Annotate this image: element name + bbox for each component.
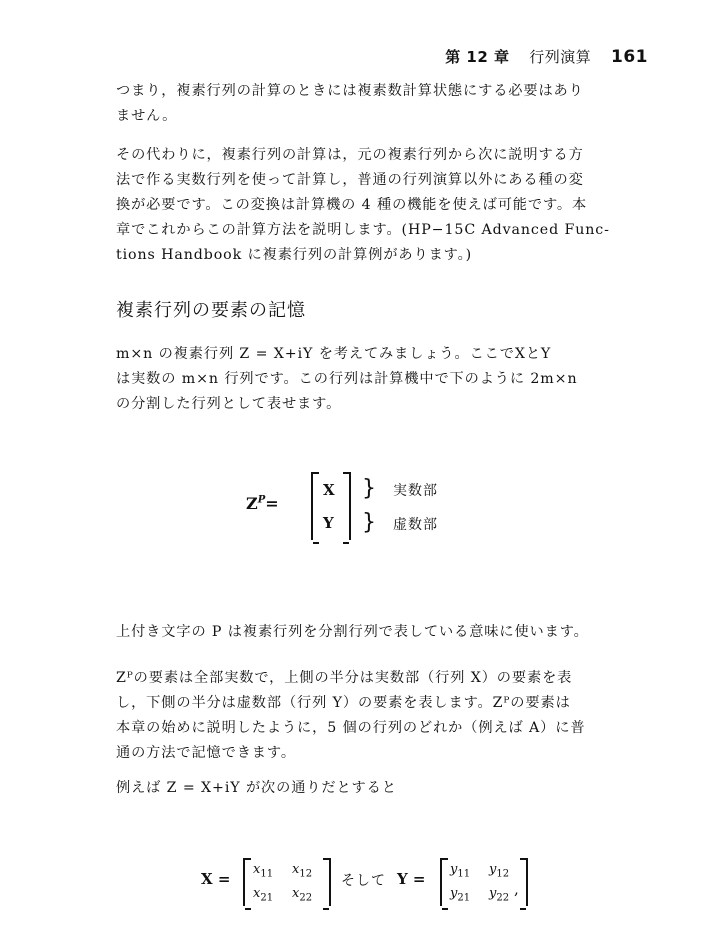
chapter-label: 第 12 章	[445, 48, 510, 66]
zp-label	[246, 494, 279, 513]
y22-cell	[489, 886, 509, 904]
section-label: 行列演算	[529, 48, 592, 66]
real-part-label: 実数部	[393, 483, 438, 499]
paragraph-1	[116, 79, 652, 129]
text-line: つまり，複素行列の計算のときには複素数計算状態にする必要はあり	[116, 83, 584, 99]
x21-cell	[253, 886, 273, 904]
y22-symbol: y	[489, 886, 497, 901]
paragraph-6	[116, 776, 652, 801]
text-line: 章でこれからこの計算方法を説明します。(HP−15C Advanced Func-	[116, 222, 610, 238]
x12-symbol: x	[292, 862, 300, 877]
text-line: ません。	[116, 108, 178, 124]
y12-symbol: y	[489, 862, 497, 877]
trailing-comma: ,	[514, 880, 519, 898]
text-line: 例えば Z = X+iY が次の通りだとすると	[116, 780, 397, 796]
x11-symbol: x	[253, 862, 261, 877]
text-line: 通の方法で記憶できます。	[116, 745, 296, 761]
y11-symbol: y	[450, 862, 458, 877]
text-line: は実数の m×n 行列です。この行列は計算機中で下のように 2m×n	[116, 371, 578, 387]
text-line: Zᴾの要素は全部実数で，上側の半分は実数部（行列 X）の要素を表	[116, 670, 573, 686]
text-line: その代わりに，複素行列の計算は，元の複素行列から次に説明する方	[116, 147, 584, 163]
y11-subscript: 11	[457, 868, 471, 880]
text-line: 換が必要です。この変換は計算機の 4 種の機能を使えば可能です。本	[116, 197, 588, 213]
running-header	[445, 46, 648, 67]
brace-top: }	[362, 476, 376, 501]
x21-subscript: 21	[260, 892, 274, 904]
block-matrix-bottom: Y	[323, 514, 334, 532]
y22-subscript: 22	[496, 892, 510, 904]
zp-letter: Z	[246, 494, 258, 513]
text-line: 上付き文字の P は複素行列を分割行列で表している意味に使います。	[116, 624, 589, 640]
y21-symbol: y	[450, 886, 458, 901]
text-line: し，下側の半分は虚数部（行列 Y）の要素を表します。Zᴾの要素は	[116, 695, 571, 711]
x12-cell	[292, 862, 312, 880]
x22-cell	[292, 886, 312, 904]
text-line: tions Handbook に複素行列の計算例があります。)	[116, 247, 473, 263]
x11-subscript: 11	[260, 868, 274, 880]
section-heading: 複素行列の要素の記憶	[116, 300, 306, 321]
y21-cell	[450, 886, 470, 904]
y-matrix-label: Y =	[397, 870, 426, 888]
x-matrix-label: X =	[201, 870, 231, 888]
block-matrix-top: X	[323, 481, 335, 499]
text-line: 本章の始めに説明したように，5 個の行列のどれか（例えば A）に普	[116, 720, 586, 736]
zp-superscript: P	[257, 494, 266, 506]
x11-cell	[253, 862, 273, 880]
x21-symbol: x	[253, 886, 261, 901]
page-number: 161	[611, 47, 648, 67]
paragraph-5	[116, 666, 652, 766]
y12-subscript: 12	[496, 868, 510, 880]
y11-cell	[450, 862, 470, 880]
y12-cell	[489, 862, 509, 880]
text-line: m×n の複素行列 Z = X+iY を考えてみましょう。ここでXとY	[116, 346, 552, 362]
x22-subscript: 22	[299, 892, 313, 904]
text-line: 法で作る実数行列を使って計算し，普通の行列演算以外にある種の変	[116, 172, 584, 188]
paragraph-2	[116, 143, 652, 268]
paragraph-3	[116, 342, 652, 417]
zp-equals: =	[265, 494, 279, 513]
x22-symbol: x	[292, 886, 300, 901]
paragraph-4	[116, 620, 652, 645]
imaginary-part-label: 虚数部	[393, 517, 438, 533]
brace-bottom: }	[362, 510, 376, 535]
and-text: そして	[341, 873, 386, 889]
text-line: の分割した行列として表せます。	[116, 396, 342, 412]
x12-subscript: 12	[299, 868, 313, 880]
y21-subscript: 21	[457, 892, 471, 904]
